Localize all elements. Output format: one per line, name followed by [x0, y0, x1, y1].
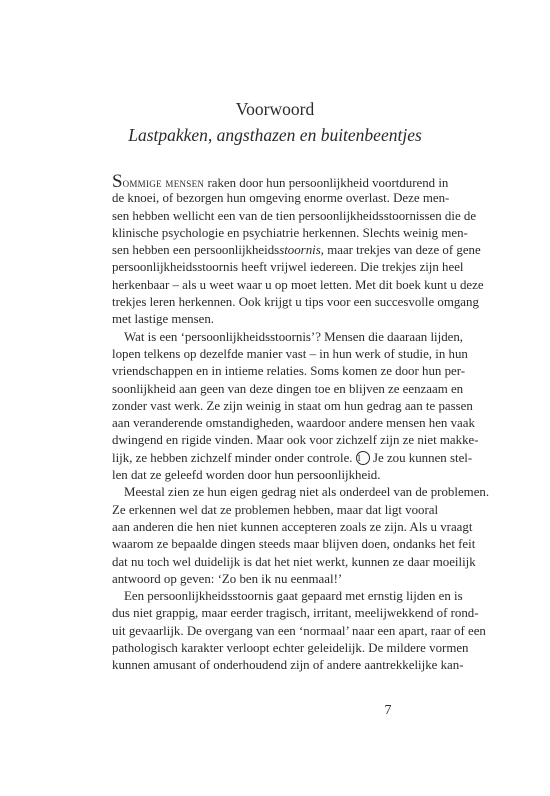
text-line: aan anderen die hen niet kunnen accepteren zoals ze zijn. Als u vraagt: [112, 519, 473, 534]
text-line: trekjes leren herkennen. Ook krijgt u tips voor een succesvolle omgang: [112, 295, 479, 310]
chapter-subtitle: Lastpakken, angsthazen en buitenbeentjes: [128, 125, 422, 145]
chapter-title: Voorwoord: [235, 99, 315, 119]
small-caps-lead: ommige mensen: [122, 176, 205, 190]
text-line: kunnen amusant of onderhoudend zijn of andere aantrekkelijke kan-: [112, 658, 464, 673]
text-line: dwingend en rigide vinden. Maar ook voor zichzelf zijn ze niet makke-: [112, 433, 479, 448]
paragraph-2: [112, 329, 479, 485]
text-line: persoonlijkheidsstoornis heeft vrijwel iedereen. Die trekjes zijn heel: [112, 260, 464, 275]
italic-word: stoornis: [279, 243, 321, 258]
text-line: Een persoonlijkheidsstoornis gaat gepaard met ernstig lijden en is: [124, 589, 463, 604]
text-line: zonder vast werk. Ze zijn weinig in staat om hun gedrag aan te passen: [112, 398, 473, 413]
text-line: soonlijkheid aan geen van deze dingen toe en blijven ze eenzaam en: [112, 381, 464, 396]
text-line: Wat is een ‘persoonlijkheidsstoornis’? Mensen die daaraan lijden,: [124, 329, 464, 344]
text-line: Sommige mensen raken door hun persoonlijkheid voortdurend in: [112, 171, 449, 192]
text-line: pathologisch karakter verloopt echter geleidelijk. De mildere vormen: [112, 641, 469, 656]
body-text: [112, 171, 490, 675]
paragraph-1: [112, 171, 484, 329]
text-line: len dat ze geleefd worden door hun persoonlijkheid.: [112, 468, 381, 483]
text-line: antwoord op geven: ‘Zo ben ik nu eenmaal!’: [112, 571, 343, 586]
text-line: Ze erkennen wel dat ze problemen hebben, maar dat ligt vooral: [112, 502, 439, 517]
paragraph-3: [112, 484, 490, 588]
text-line: vriendschappen en in intieme relaties. Soms komen ze door hun per-: [112, 364, 466, 379]
paragraph-4: [112, 588, 486, 674]
text-line: sen hebben wellicht een van de tien persoonlijkheidsstoornissen die de: [112, 208, 477, 223]
text-line: uit gevaarlijk. De overgang van een ‘normaal’ naar een apart, raar of een: [112, 623, 486, 638]
footnote-marker: 1: [356, 451, 370, 465]
text-line: lopen telkens op dezelfde manier vast – in hun werk of studie, in hun: [112, 346, 468, 361]
text-line: de knoei, of bezorgen hun omgeving enorme overlast. Deze men-: [112, 191, 450, 206]
text-line: sen hebben een persoonlijkheidsstoornis, maar trekjes van deze of gene: [112, 243, 481, 258]
text-line: dat nu toch wel duidelijk is dat het niet werkt, kunnen ze daar moeilijk: [112, 554, 476, 569]
text-line: waarom ze bepaalde dingen steeds maar blijven doen, ondanks het feit: [112, 537, 476, 552]
drop-cap: S: [112, 171, 123, 192]
text-line: herkenbaar – als u weet waar u op moet letten. Met dit boek kunt u deze: [112, 277, 484, 292]
text-line: lijk, ze hebben zichzelf minder onder controle. 1 Je zou kunnen stel-: [112, 450, 473, 465]
text-line: met lastige mensen.: [112, 312, 215, 327]
text-line: dus niet grappig, maar eerder tragisch, irritant, meelijwekkend of rond-: [112, 606, 479, 621]
text-line: klinische psychologie en psychiatrie herkennen. Slechts weinig men-: [112, 225, 468, 240]
text-line: Meestal zien ze hun eigen gedrag niet als onderdeel van de problemen.: [124, 485, 490, 500]
text-line: aan veranderende omstandigheden, waardoor andere mensen hen vaak: [112, 416, 475, 431]
page-number: 7: [384, 703, 392, 718]
